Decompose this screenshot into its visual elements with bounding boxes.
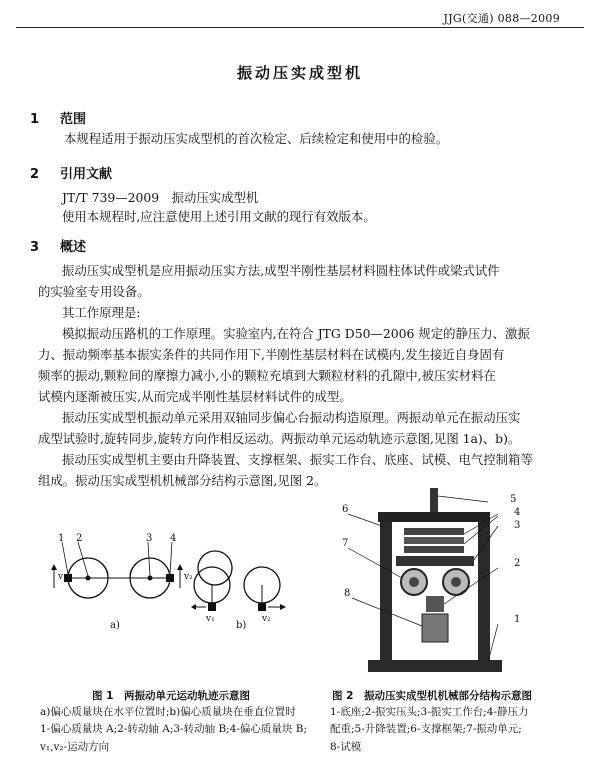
paragraph-line: 其工作原理是: xyxy=(62,305,141,320)
leader-3 xyxy=(148,542,150,576)
fig1-label-v1: v₁ xyxy=(58,572,67,582)
fig2-label-4: 4 xyxy=(514,507,521,518)
unit-hub xyxy=(451,577,461,587)
lifting-rod xyxy=(430,488,438,514)
compaction-head xyxy=(426,596,444,612)
paragraph-line: 振动压实成型机振动单元采用双轴同步偏心台振动构造原理。两振动单元在振动压实 xyxy=(62,410,521,425)
eccentric-mass-b xyxy=(166,574,174,582)
fig1-label-3: 3 xyxy=(146,533,153,544)
fig1-label-1: 1 xyxy=(58,533,65,544)
fig1-label-v2: v₂ xyxy=(184,572,193,582)
section-number: 1 xyxy=(30,112,40,127)
figure-2-note-line: 1-底座;2-振实压头;3-振实工作台;4-静压力 xyxy=(330,706,529,718)
section-number: 3 xyxy=(30,240,40,255)
paragraph-line: 振动压实成型机主要由升降装置、支撑框架、振实工作台、底座、试模、电气控制箱等 xyxy=(62,452,533,467)
reference-note: 使用本规程时,应注意使用上述引用文献的现行有效版本。 xyxy=(62,209,376,224)
weight-plate xyxy=(404,546,464,553)
reference-entry: JT/T 739—2009 振动压实成型机 xyxy=(62,190,259,205)
shaft-b xyxy=(148,576,153,581)
fig2-label-7: 7 xyxy=(342,538,349,549)
standard-code: JJG(交通) 088—2009 xyxy=(443,12,560,25)
paragraph-line: 试模内逐渐被压实,从而完成半刚性基层材料试件的成型。 xyxy=(38,389,352,404)
fig2-label-3: 3 xyxy=(514,520,521,531)
leader-4 xyxy=(170,542,172,574)
figure-2-caption: 图 2 振动压实成型机机械部分结构示意图 xyxy=(332,690,532,702)
specimen-mould xyxy=(422,614,448,642)
paragraph-line: 成型试验时,旋转同步,旋转方向作相反运动。两振动单元运动轨迹示意图,见图 1a)、b)。 xyxy=(38,431,521,446)
weight-plate xyxy=(404,528,464,535)
fig2-label-8: 8 xyxy=(344,588,351,599)
unit-hub xyxy=(409,577,419,587)
eccentric-mass-b-left xyxy=(208,603,216,611)
arrow-head xyxy=(51,564,57,570)
shaft-a xyxy=(86,576,91,581)
paragraph-line: 模拟振动压路机的工作原理。实验室内,在符合 JTG D50—2006 规定的静压力、激振 xyxy=(62,326,530,341)
figure-1-caption: 图 1 两振动单元运动轨迹示意图 xyxy=(92,690,250,702)
leader-5 xyxy=(438,496,488,502)
fig1-label-a: a) xyxy=(110,620,120,631)
figure-2-note-line: 配重;5-升降装置;6-支撑框架;7-振动单元; xyxy=(330,723,522,735)
section-title: 引用文献 xyxy=(60,167,113,182)
figure-1-note-line: a)偏心质量块在水平位置时;b)偏心质量块在垂直位置时 xyxy=(40,706,296,718)
section-3-heading xyxy=(30,236,86,255)
section-1-heading xyxy=(30,108,86,127)
arrow-head xyxy=(191,604,196,610)
machine-structure-svg xyxy=(338,486,538,676)
fig2-label-6: 6 xyxy=(342,504,349,515)
weight-plate xyxy=(404,537,464,544)
machine-base xyxy=(368,660,502,672)
eccentric-mass-b-right xyxy=(258,603,266,611)
header-rule xyxy=(16,27,584,28)
leader-7 xyxy=(348,548,402,578)
left-column xyxy=(380,522,392,662)
fig1-label-v1b: v₁ xyxy=(206,614,215,624)
leader-1 xyxy=(62,542,68,574)
section-1-text: 本规程适用于振动压实成型机的首次检定、后续检定和使用中的检验。 xyxy=(64,131,449,146)
fig2-label-5: 5 xyxy=(510,494,517,505)
arrow-head xyxy=(177,564,183,570)
top-crossbeam xyxy=(378,512,490,522)
section-2-heading xyxy=(30,163,112,182)
right-column xyxy=(478,522,490,662)
fig1-label-2: 2 xyxy=(76,533,83,544)
paragraph-line: 频率的振动,颗粒间的摩擦力减小,小的颗粒充填到大颗粒材料的孔隙中,被压实材料在 xyxy=(38,368,496,383)
fig1-label-v2b: v₂ xyxy=(262,614,271,624)
section-title: 概述 xyxy=(60,240,87,255)
fig2-label-2: 2 xyxy=(514,558,521,569)
arrow-head xyxy=(280,604,286,610)
paragraph-line: 力、振动频率基本振实条件的共同作用下,半刚性基层材料在试模内,发生接近自身固有 xyxy=(38,347,505,362)
figure-2-note-line: 8-试模 xyxy=(330,741,362,753)
paragraph-line: 的实验室专用设备。 xyxy=(38,284,150,299)
document-title: 振动压实成型机 xyxy=(236,64,363,82)
section-title: 范围 xyxy=(60,112,87,127)
figure-1-note-line: 1-偏心质量块 A;2-转动轴 A;3-转动轴 B;4-偏心质量块 B; xyxy=(40,723,308,735)
vibration-table xyxy=(396,556,474,566)
paragraph-line: 组成。振动压实成型机机械部分结构示意图,见图 2。 xyxy=(38,473,327,488)
fig1-label-4: 4 xyxy=(170,533,177,544)
fig2-label-1: 1 xyxy=(514,614,521,625)
section-number: 2 xyxy=(30,167,40,182)
leader-6 xyxy=(348,514,382,526)
leader-2 xyxy=(78,542,88,576)
paragraph-line: 振动压实成型机是应用振动压实方法,成型半刚性基层材料圆柱体试件或梁式试件 xyxy=(62,263,500,278)
fig1-label-b: b) xyxy=(236,620,247,631)
figure-1-note-line: v₁,v₂-运动方向 xyxy=(40,741,110,753)
